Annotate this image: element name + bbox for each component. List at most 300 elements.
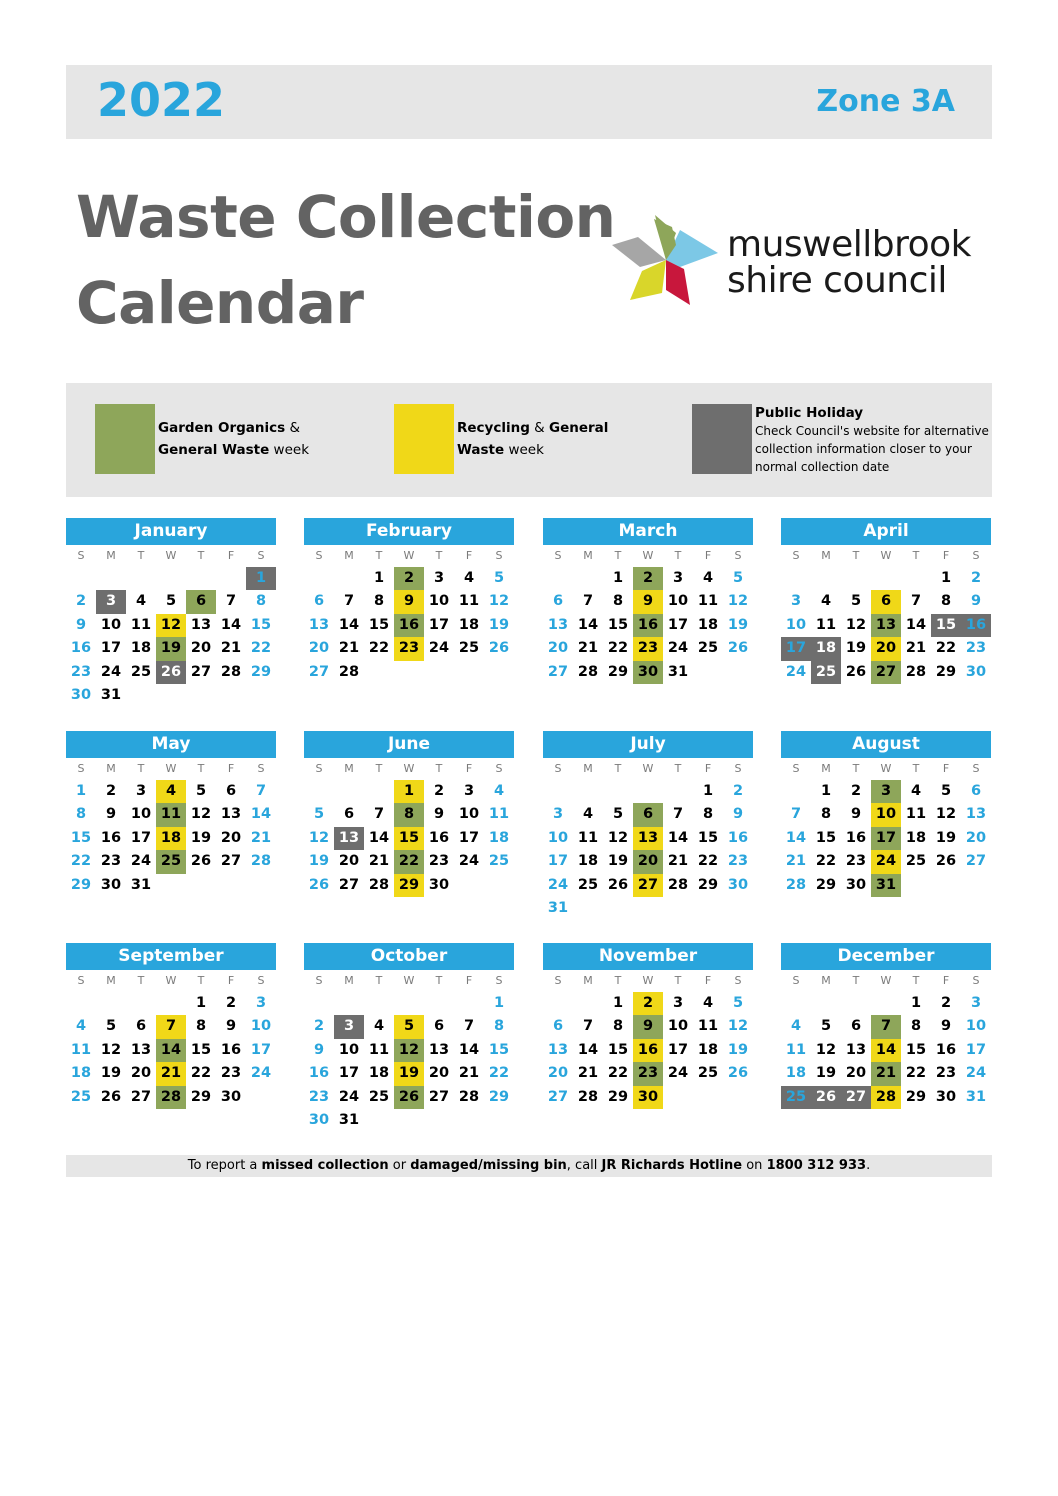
- day-cell: 13: [334, 827, 364, 850]
- day-cell: 6: [225, 783, 237, 799]
- day-cell: 2: [313, 1018, 325, 1035]
- month-title: May: [66, 731, 276, 758]
- day-cell: 19: [308, 853, 330, 870]
- month-january: [66, 518, 276, 707]
- day-cell: 10: [130, 806, 152, 823]
- weekday-label: T: [852, 549, 860, 562]
- day-cell: 4: [702, 570, 714, 586]
- day-cell: 12: [308, 829, 330, 846]
- day-cell: 17: [428, 616, 450, 633]
- day-cell: 31: [547, 899, 569, 916]
- empty-cell: [573, 992, 603, 1015]
- day-cell: 20: [547, 640, 569, 657]
- day-cell: 27: [190, 663, 212, 680]
- empty-cell: [364, 992, 394, 1015]
- weekday-header: [304, 758, 514, 780]
- weekday-label: T: [614, 974, 622, 987]
- day-cell: 18: [697, 1041, 719, 1058]
- footer-note: To report a missed collection or damaged/missing bin, call JR Richards Hotline on 1800 312 933.: [66, 1155, 992, 1177]
- weekday-label: S: [972, 549, 980, 562]
- day-cell: 2: [75, 593, 87, 610]
- day-cell: 22: [70, 853, 92, 870]
- day-cell: 9: [75, 616, 87, 633]
- weekday-label: S: [972, 974, 980, 987]
- day-cell: 12: [727, 593, 749, 610]
- day-cell: 9: [850, 806, 862, 823]
- day-cell: 25: [130, 663, 152, 680]
- weekday-label: S: [792, 549, 800, 562]
- day-cell: 12: [815, 1041, 837, 1058]
- day-cell: 31: [965, 1088, 987, 1105]
- day-cell: 17: [100, 640, 122, 657]
- day-cell: 15: [368, 616, 390, 633]
- day-cell: 27: [633, 874, 663, 897]
- day-cell: 4: [373, 1018, 385, 1035]
- empty-cell: [334, 567, 364, 590]
- day-cell: 25: [458, 640, 480, 657]
- day-cell: 20: [220, 829, 242, 846]
- day-cell: 24: [667, 640, 689, 657]
- day-cell: 22: [394, 850, 424, 873]
- day-cell: 8: [195, 1018, 207, 1035]
- day-cell: 17: [871, 827, 901, 850]
- weekday-label: S: [734, 549, 742, 562]
- weekday-label: S: [734, 974, 742, 987]
- day-cell: 27: [871, 661, 901, 684]
- day-cell: 31: [871, 874, 901, 897]
- day-cell: 10: [250, 1018, 272, 1035]
- day-cell: 6: [343, 806, 355, 823]
- empty-cell: [781, 992, 811, 1015]
- day-cell: 4: [702, 995, 714, 1011]
- day-cell: 1: [820, 783, 832, 799]
- day-cell: 31: [338, 1111, 360, 1128]
- weekday-label: M: [583, 549, 593, 562]
- day-cell: 25: [368, 1088, 390, 1105]
- day-cell: 22: [905, 1065, 927, 1082]
- day-cell: 26: [607, 876, 629, 893]
- empty-cell: [603, 780, 633, 803]
- day-cell: 29: [190, 1088, 212, 1105]
- day-cell: 5: [313, 806, 325, 823]
- day-cell: 21: [905, 640, 927, 657]
- day-cell: 24: [130, 853, 152, 870]
- weekday-label: T: [435, 762, 443, 775]
- day-cell: 28: [250, 853, 272, 870]
- month-may: [66, 731, 276, 897]
- month-september: [66, 943, 276, 1109]
- day-cell: 11: [130, 616, 152, 633]
- day-cell: 1: [910, 995, 922, 1011]
- day-cell: 8: [820, 806, 832, 823]
- day-cell: 20: [338, 853, 360, 870]
- day-cell: 11: [697, 1018, 719, 1035]
- day-cell: 23: [633, 1062, 663, 1085]
- empty-cell: [66, 992, 96, 1015]
- recycling-swatch: [394, 404, 454, 474]
- day-cell: 8: [612, 593, 624, 610]
- day-cell: 7: [373, 806, 385, 823]
- legend: [66, 383, 992, 497]
- day-grid: [781, 567, 991, 684]
- day-grid: [304, 992, 514, 1132]
- month-march: [543, 518, 753, 684]
- day-cell: 6: [871, 590, 901, 613]
- day-cell: 17: [667, 1041, 689, 1058]
- day-cell: 3: [255, 995, 267, 1011]
- day-cell: 20: [428, 1065, 450, 1082]
- day-cell: 22: [815, 853, 837, 870]
- weekday-label: S: [257, 549, 265, 562]
- garden-swatch: [95, 404, 155, 474]
- day-cell: 16: [428, 829, 450, 846]
- weekday-label: T: [852, 762, 860, 775]
- empty-cell: [156, 567, 186, 590]
- day-cell: 2: [105, 783, 117, 799]
- day-cell: 28: [338, 663, 360, 680]
- weekday-label: S: [257, 974, 265, 987]
- day-cell: 28: [871, 1086, 901, 1109]
- day-cell: 5: [940, 783, 952, 799]
- day-cell: 20: [871, 637, 901, 660]
- day-cell: 26: [308, 876, 330, 893]
- day-cell: 19: [815, 1065, 837, 1082]
- day-cell: 18: [70, 1065, 92, 1082]
- day-cell: 18: [458, 616, 480, 633]
- day-grid: [543, 780, 753, 920]
- empty-cell: [543, 780, 573, 803]
- day-cell: 16: [308, 1065, 330, 1082]
- day-cell: 27: [428, 1088, 450, 1105]
- day-cell: 27: [547, 663, 569, 680]
- empty-cell: [186, 567, 216, 590]
- weekday-label: S: [495, 974, 503, 987]
- day-cell: 24: [785, 663, 807, 680]
- day-cell: 8: [702, 806, 714, 823]
- day-cell: 26: [190, 853, 212, 870]
- day-cell: 4: [493, 783, 505, 799]
- title-line-2: Calendar: [76, 269, 364, 337]
- day-cell: 21: [871, 1062, 901, 1085]
- day-cell: 13: [547, 1041, 569, 1058]
- day-cell: 24: [871, 850, 901, 873]
- empty-cell: [841, 992, 871, 1015]
- year-label: 2022: [97, 73, 226, 127]
- weekday-header: [66, 545, 276, 567]
- day-cell: 18: [368, 1065, 390, 1082]
- day-cell: 4: [75, 1018, 87, 1035]
- day-cell: 16: [961, 614, 991, 637]
- day-cell: 3: [970, 995, 982, 1011]
- day-cell: 8: [493, 1018, 505, 1035]
- day-cell: 20: [845, 1065, 867, 1082]
- weekday-header: [781, 758, 991, 780]
- weekday-label: T: [197, 549, 205, 562]
- weekday-label: F: [704, 762, 712, 775]
- day-grid: [304, 780, 514, 897]
- month-november: [543, 943, 753, 1109]
- weekday-label: M: [106, 974, 116, 987]
- day-cell: 13: [845, 1041, 867, 1058]
- day-cell: 16: [633, 1039, 663, 1062]
- day-cell: 19: [100, 1065, 122, 1082]
- day-cell: 21: [250, 829, 272, 846]
- council-logo: [610, 205, 990, 315]
- month-april: [781, 518, 991, 684]
- empty-cell: [96, 567, 126, 590]
- weekday-label: F: [942, 974, 950, 987]
- day-cell: 17: [458, 829, 480, 846]
- day-cell: 7: [790, 806, 802, 823]
- weekday-label: S: [972, 762, 980, 775]
- day-cell: 29: [697, 876, 719, 893]
- day-cell: 10: [785, 616, 807, 633]
- weekday-header: [543, 545, 753, 567]
- logo-line-1: muswellbrook: [727, 224, 971, 265]
- day-cell: 31: [100, 686, 122, 703]
- day-cell: 20: [130, 1065, 152, 1082]
- day-cell: 17: [547, 853, 569, 870]
- day-cell: 26: [488, 640, 510, 657]
- day-cell: 9: [940, 1018, 952, 1035]
- day-cell: 18: [697, 616, 719, 633]
- day-cell: 9: [633, 590, 663, 613]
- day-cell: 18: [156, 827, 186, 850]
- day-cell: 7: [582, 1018, 594, 1035]
- weekday-label: S: [792, 762, 800, 775]
- day-cell: 5: [850, 593, 862, 610]
- day-cell: 29: [250, 663, 272, 680]
- day-cell: 5: [820, 1018, 832, 1035]
- weekday-label: F: [465, 974, 473, 987]
- day-cell: 5: [493, 570, 505, 586]
- weekday-label: M: [106, 762, 116, 775]
- day-cell: 9: [394, 590, 424, 613]
- empty-cell: [543, 567, 573, 590]
- empty-cell: [334, 780, 364, 803]
- weekday-label: F: [942, 762, 950, 775]
- day-cell: 15: [697, 829, 719, 846]
- day-cell: 24: [458, 853, 480, 870]
- weekday-label: S: [554, 974, 562, 987]
- day-cell: 19: [727, 1041, 749, 1058]
- day-cell: 17: [250, 1041, 272, 1058]
- day-cell: 9: [633, 1015, 663, 1038]
- day-cell: 19: [935, 829, 957, 846]
- day-cell: 7: [156, 1015, 186, 1038]
- weekday-label: T: [375, 549, 383, 562]
- day-cell: 2: [850, 783, 862, 799]
- day-cell: 2: [394, 567, 424, 590]
- month-title: September: [66, 943, 276, 970]
- weekday-label: T: [197, 762, 205, 775]
- day-cell: 21: [338, 640, 360, 657]
- day-cell: 19: [607, 853, 629, 870]
- day-cell: 29: [607, 663, 629, 680]
- weekday-label: T: [435, 974, 443, 987]
- day-cell: 11: [697, 593, 719, 610]
- weekday-label: T: [912, 974, 920, 987]
- day-cell: 15: [70, 829, 92, 846]
- day-cell: 11: [815, 616, 837, 633]
- day-cell: 6: [186, 590, 216, 613]
- day-cell: 9: [732, 806, 744, 823]
- day-cell: 18: [811, 637, 841, 660]
- day-cell: 16: [220, 1041, 242, 1058]
- weekday-label: T: [674, 762, 682, 775]
- day-cell: 9: [313, 1041, 325, 1058]
- empty-cell: [96, 992, 126, 1015]
- empty-cell: [573, 567, 603, 590]
- day-cell: 29: [394, 874, 424, 897]
- day-cell: 10: [428, 593, 450, 610]
- day-cell: 29: [607, 1088, 629, 1105]
- garden-legend-text: Garden Organics & General Waste week: [158, 420, 310, 458]
- weekday-label: S: [77, 549, 85, 562]
- day-cell: 9: [105, 806, 117, 823]
- empty-cell: [304, 567, 334, 590]
- day-cell: 30: [633, 1086, 663, 1109]
- day-cell: 19: [190, 829, 212, 846]
- weekday-label: W: [165, 549, 177, 562]
- month-title: December: [781, 943, 991, 970]
- holiday-legend-text: Public Holiday Check Council's website for alternative collection information closer to your normal collection date: [755, 405, 989, 474]
- day-cell: 26: [100, 1088, 122, 1105]
- day-cell: 3: [96, 590, 126, 613]
- empty-cell: [156, 992, 186, 1015]
- weekday-label: W: [403, 762, 415, 775]
- weekday-header: [304, 545, 514, 567]
- day-cell: 17: [130, 829, 152, 846]
- weekday-label: W: [165, 974, 177, 987]
- weekday-label: F: [942, 549, 950, 562]
- day-cell: 3: [871, 780, 901, 803]
- day-cell: 3: [135, 783, 147, 799]
- day-cell: 11: [905, 806, 927, 823]
- page-title: [76, 174, 615, 346]
- day-cell: 16: [100, 829, 122, 846]
- day-cell: 16: [633, 614, 663, 637]
- weekday-label: F: [227, 974, 235, 987]
- day-cell: 25: [905, 853, 927, 870]
- day-cell: 14: [871, 1039, 901, 1062]
- day-cell: 6: [313, 593, 325, 610]
- day-cell: 10: [667, 1018, 689, 1035]
- day-cell: 23: [394, 637, 424, 660]
- day-grid: [66, 992, 276, 1109]
- day-cell: 22: [368, 640, 390, 657]
- day-cell: 1: [493, 995, 505, 1011]
- weekday-label: W: [403, 549, 415, 562]
- day-cell: 6: [850, 1018, 862, 1035]
- day-cell: 1: [612, 995, 624, 1011]
- weekday-label: F: [704, 974, 712, 987]
- day-cell: 8: [910, 1018, 922, 1035]
- month-title: February: [304, 518, 514, 545]
- day-cell: 24: [428, 640, 450, 657]
- empty-cell: [126, 567, 156, 590]
- day-cell: 28: [156, 1086, 186, 1109]
- day-cell: 7: [225, 593, 237, 610]
- weekday-label: F: [227, 549, 235, 562]
- day-cell: 21: [577, 1065, 599, 1082]
- day-cell: 20: [190, 640, 212, 657]
- day-cell: 7: [910, 593, 922, 610]
- day-cell: 28: [458, 1088, 480, 1105]
- day-cell: 13: [308, 616, 330, 633]
- day-cell: 22: [190, 1065, 212, 1082]
- weekday-header: [543, 758, 753, 780]
- weekday-label: T: [137, 549, 145, 562]
- day-cell: 8: [255, 593, 267, 610]
- day-cell: 7: [582, 593, 594, 610]
- weekday-label: S: [315, 762, 323, 775]
- weekday-label: M: [344, 549, 354, 562]
- day-cell: 18: [130, 640, 152, 657]
- weekday-header: [66, 970, 276, 992]
- day-cell: 6: [552, 593, 564, 610]
- day-cell: 27: [130, 1088, 152, 1105]
- weekday-label: W: [642, 762, 654, 775]
- day-cell: 5: [105, 1018, 117, 1035]
- month-february: [304, 518, 514, 684]
- day-cell: 14: [577, 616, 599, 633]
- month-july: [543, 731, 753, 920]
- day-cell: 7: [672, 806, 684, 823]
- empty-cell: [871, 567, 901, 590]
- empty-cell: [811, 567, 841, 590]
- day-cell: 1: [940, 570, 952, 586]
- day-cell: 14: [220, 616, 242, 633]
- zone-label: Zone 3A: [816, 84, 955, 119]
- logo-line-2: shire council: [727, 260, 947, 301]
- day-cell: 27: [965, 853, 987, 870]
- day-grid: [543, 567, 753, 684]
- day-cell: 14: [785, 829, 807, 846]
- weekday-header: [781, 545, 991, 567]
- day-cell: 27: [338, 876, 360, 893]
- day-cell: 18: [785, 1065, 807, 1082]
- day-cell: 2: [940, 995, 952, 1011]
- day-cell: 15: [931, 614, 961, 637]
- day-cell: 9: [433, 806, 445, 823]
- empty-cell: [663, 780, 693, 803]
- recycling-legend-text: Recycling & General Waste week: [457, 420, 609, 458]
- empty-cell: [543, 992, 573, 1015]
- day-cell: 26: [727, 640, 749, 657]
- day-cell: 22: [697, 853, 719, 870]
- day-cell: 8: [940, 593, 952, 610]
- day-cell: 4: [463, 570, 475, 586]
- weekday-label: M: [821, 762, 831, 775]
- weekday-label: T: [912, 549, 920, 562]
- day-cell: 10: [547, 829, 569, 846]
- day-cell: 14: [368, 829, 390, 846]
- day-cell: 12: [727, 1018, 749, 1035]
- day-cell: 23: [935, 1065, 957, 1082]
- day-cell: 16: [845, 829, 867, 846]
- day-cell: 4: [790, 1018, 802, 1035]
- weekday-label: F: [704, 549, 712, 562]
- weekday-label: T: [674, 549, 682, 562]
- weekday-label: W: [642, 974, 654, 987]
- weekday-label: T: [375, 762, 383, 775]
- day-cell: 7: [343, 593, 355, 610]
- empty-cell: [424, 992, 454, 1015]
- day-cell: 16: [935, 1041, 957, 1058]
- day-cell: 2: [633, 992, 663, 1015]
- empty-cell: [454, 992, 484, 1015]
